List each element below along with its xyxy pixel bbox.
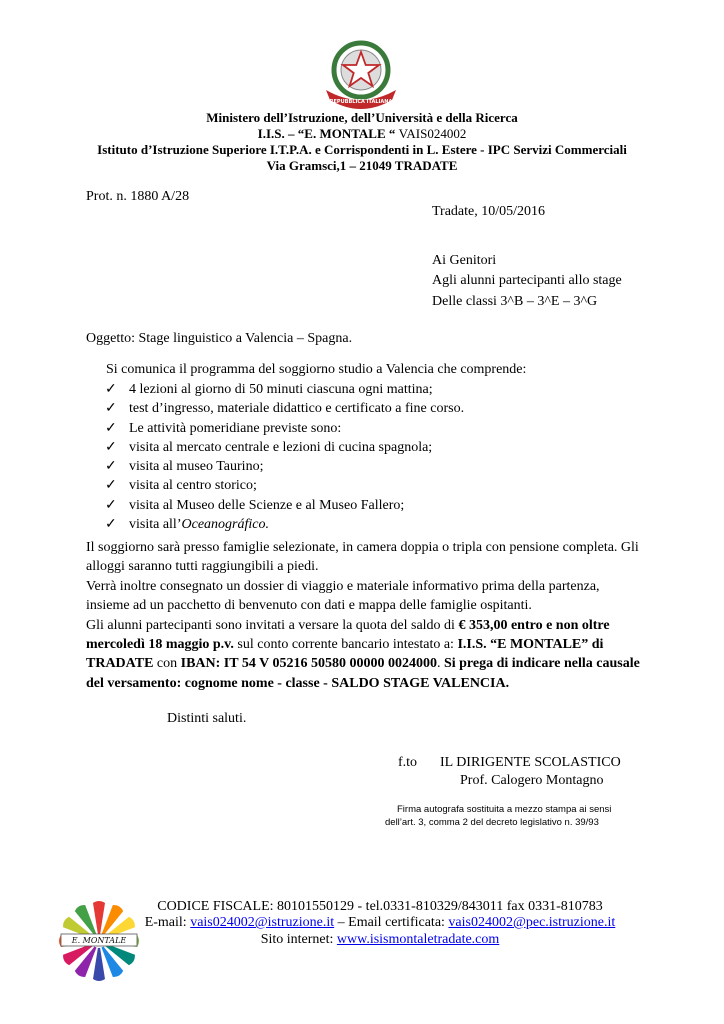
- signature-title: IL DIRIGENTE SCOLASTICO: [440, 755, 621, 770]
- checkmark-icon: ✓: [105, 459, 117, 475]
- payment-paragraph: [86, 616, 646, 694]
- email-link[interactable]: vais024002@istruzione.it: [190, 915, 335, 930]
- list-item-text: visita al museo Taurino;: [129, 459, 264, 475]
- account-holder: I.I.S. “E MONTALE” di TRADATE: [86, 637, 604, 672]
- checkmark-icon: ✓: [105, 478, 117, 494]
- list-item-italic: Oceanográfico.: [181, 517, 269, 533]
- list-item-text: visita all’: [129, 517, 182, 533]
- checkmark-icon: ✓: [105, 517, 117, 533]
- pec-email-link[interactable]: vais024002@pec.istruzione.it: [448, 915, 616, 930]
- list-item-text: 4 lezioni al giorno di 50 minuti ciascuna ogni mattina;: [129, 382, 433, 397]
- program-checklist: [105, 380, 464, 534]
- checkmark-icon: ✓: [105, 420, 117, 436]
- iban: IBAN: IT 54 V 05216 50580 00000 0024000: [180, 656, 437, 672]
- protocol-number: Prot. n. 1880 A/28: [86, 189, 190, 204]
- checkmark-icon: ✓: [105, 401, 117, 417]
- recipient-line: Agli alunni partecipanti allo stage: [432, 273, 622, 288]
- closing-salutation: Distinti saluti.: [167, 711, 247, 726]
- email-label: E-mail:: [144, 915, 191, 930]
- dossier-paragraph: Verrà inoltre consegnato un dossier di viaggio e materiale informativo prima della partenza, insieme ad un pacchetto di benvenuto con dati e mappa delle famiglie ospitanti.: [86, 578, 600, 614]
- website-line: [110, 931, 650, 949]
- institute-name: Istituto d’Istruzione Superiore I.T.P.A. e Corrispondenti in L. Estere - IPC Servizi Commerciali: [97, 142, 627, 157]
- website-link[interactable]: www.isismontaletradate.com: [336, 932, 500, 947]
- logo-text: E. MONTALE: [71, 936, 127, 945]
- signature-note: Firma autografa sostituita a mezzo stampa ai sensi: [397, 804, 612, 815]
- payment-text: con: [153, 656, 181, 672]
- recipient-line: Ai Genitori: [432, 253, 497, 268]
- recipient-line: Delle classi 3^B – 3^E – 3^G: [432, 294, 598, 309]
- ministry-name: Ministero dell’Istruzione, dell’Università e della Ricerca: [206, 110, 518, 125]
- school-address: Via Gramsci,1 – 21049 TRADATE: [266, 158, 458, 173]
- place-date: Tradate, 10/05/2016: [432, 204, 546, 219]
- checkmark-icon: ✓: [105, 439, 117, 455]
- emblem-ribbon-text: REPUBBLICA ITALIANA: [329, 99, 393, 105]
- payment-text: sul conto corrente bancario intestato a:: [233, 637, 458, 653]
- email-line: [110, 914, 650, 932]
- website-label: Sito internet:: [260, 932, 337, 947]
- list-item: [105, 419, 464, 438]
- school-line: I.I.S. – “E. MONTALE “: [257, 126, 396, 141]
- subject-line: Oggetto: Stage linguistico a Valencia – Spagna.: [86, 331, 353, 346]
- list-item: [105, 476, 464, 495]
- list-item: [105, 438, 464, 457]
- payment-reason: Si prega di indicare nella causale del versamento: cognome nome - classe - SALDO STAGE VALENCIA.: [86, 656, 640, 691]
- signature-note: dell’art. 3, comma 2 del decreto legislativo n. 39/93: [385, 817, 599, 828]
- signature-prefix: f.to: [398, 755, 418, 770]
- list-item: [105, 399, 464, 418]
- pec-label: – Email certificata:: [334, 915, 449, 930]
- list-item-text: visita al mercato centrale e lezioni di cucina spagnola;: [129, 439, 433, 455]
- school-name: [0, 126, 724, 142]
- list-item-text: visita al centro storico;: [129, 478, 257, 494]
- school-code: VAIS024002: [398, 126, 467, 141]
- list-item-text: visita al Museo delle Scienze e al Museo Fallero;: [129, 497, 405, 513]
- fiscal-info: CODICE FISCALE: 80101550129 - tel.0331-810329/843011 fax 0331-810783: [157, 899, 603, 914]
- letter-body: [86, 538, 646, 693]
- list-item-text: test d’ingresso, materiale didattico e certificato a fine corso.: [129, 401, 465, 417]
- payment-amount: € 353,00 entro e non oltre mercoledì 18 maggio p.v.: [86, 617, 610, 653]
- school-logo-icon: [58, 900, 140, 982]
- checkmark-icon: ✓: [105, 382, 117, 397]
- payment-text: Gli alunni partecipanti sono invitati a versare la quota del saldo di: [86, 617, 459, 633]
- list-item: [105, 515, 464, 534]
- checkmark-icon: ✓: [105, 497, 117, 513]
- list-item: [105, 380, 464, 399]
- list-item-text: Le attività pomeridiane previste sono:: [129, 420, 342, 436]
- list-item: [105, 457, 464, 476]
- republic-emblem-icon: [320, 38, 402, 110]
- list-item: [105, 496, 464, 515]
- program-intro: Si comunica il programma del soggiorno studio a Valencia che comprende:: [106, 362, 527, 377]
- signature-name: Prof. Calogero Montagno: [460, 773, 604, 788]
- payment-text: .: [436, 656, 444, 672]
- accommodation-paragraph: Il soggiorno sarà presso famiglie selezionate, in camera doppia o tripla con pensione completa. Gli alloggi saranno tutti raggiungibili a piedi.: [86, 540, 639, 575]
